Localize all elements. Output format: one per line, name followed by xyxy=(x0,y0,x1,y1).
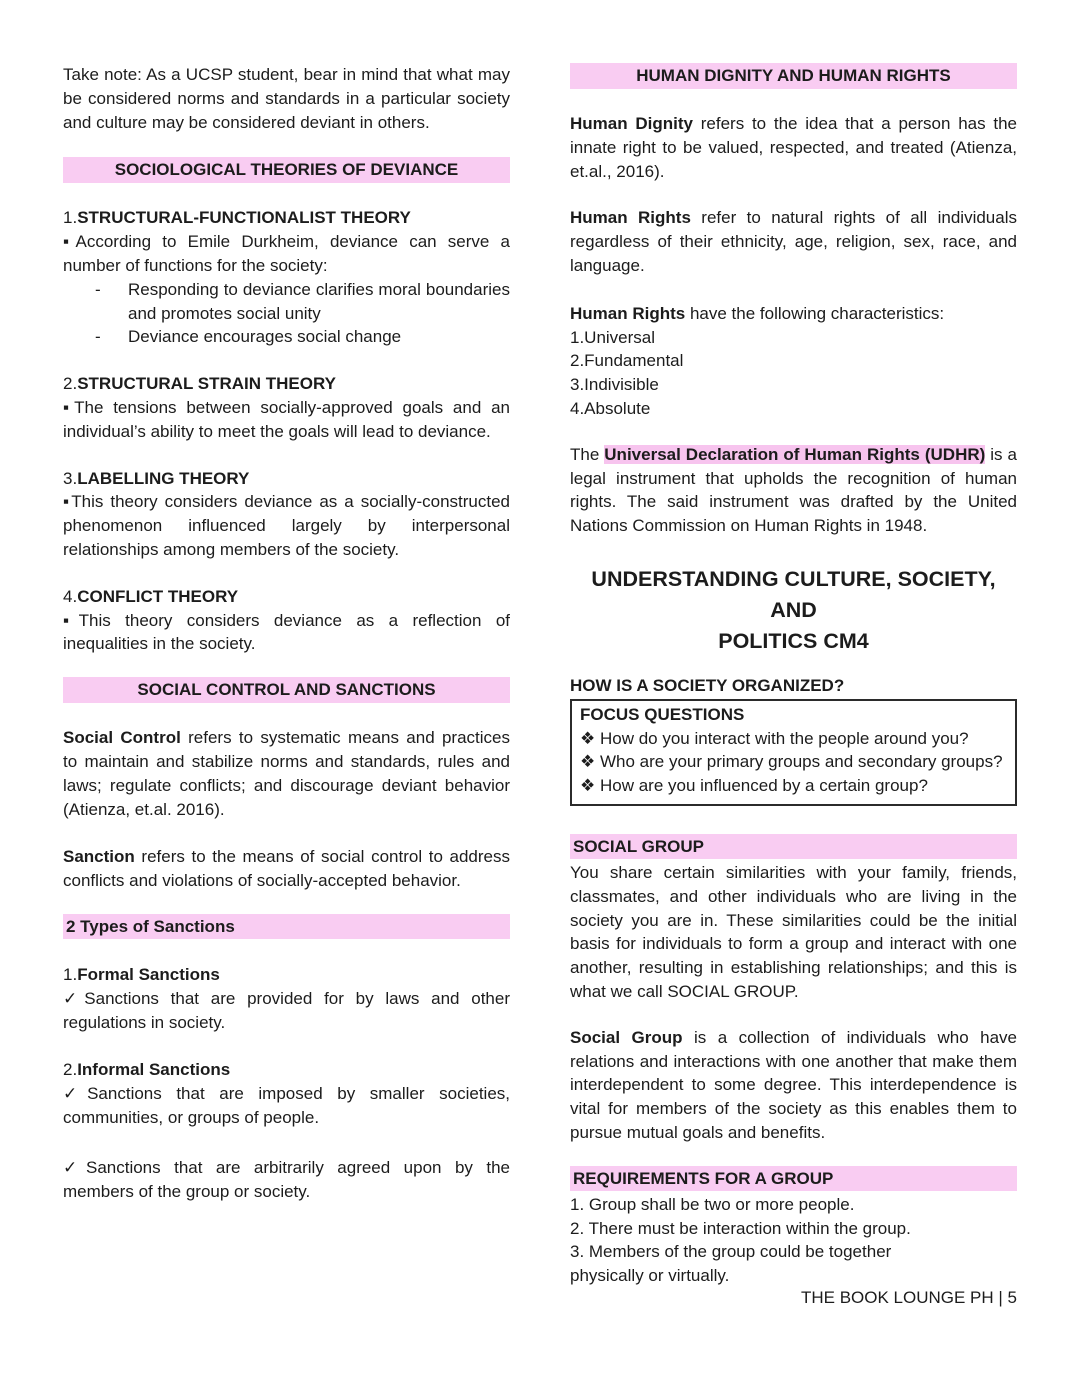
theory-2-body: ▪The tensions between socially-approved goals and an individual’s ability to meet the goals will lead to deviance. xyxy=(63,397,510,441)
focus-question-text: How are you influenced by a certain group? xyxy=(599,776,928,796)
course-title xyxy=(570,564,1017,657)
formal-sanctions-body: ✓Sanctions that are provided for by laws and other regulations in society. xyxy=(63,988,510,1032)
course-title-line: POLITICS CM4 xyxy=(718,628,869,653)
section-header-requirements: REQUIREMENTS FOR A GROUP xyxy=(570,1166,1017,1191)
characteristics-block xyxy=(570,302,1017,421)
theory-4-title: CONFLICT THEORY xyxy=(77,586,239,606)
list-item-text: Responding to deviance clarifies moral boundaries and promotes social unity xyxy=(128,279,510,323)
characteristics-term: Human Rights xyxy=(570,303,686,323)
characteristics-lead xyxy=(570,302,1017,326)
human-rights-text: refer to natural rights of all individuals regardless of their ethnicity, age, religion, sex, race, and language. xyxy=(570,208,1017,275)
intro-paragraph: Take note: As a UCSP student, bear in mind that what may be considered norms and standards in a particular society and culture may be considered deviant in others. xyxy=(63,65,510,132)
social-group-term: Social Group xyxy=(570,1027,683,1047)
theory-3-heading xyxy=(63,467,510,491)
list-item xyxy=(63,325,510,349)
requirement-item: 2. There must be interaction within the group. xyxy=(570,1218,911,1238)
arbitrary-sanctions-paragraph: ✓Sanctions that are arbitrarily agreed upon by the members of the group or society. xyxy=(63,1157,510,1201)
diamond-bullet-icon: ❖ xyxy=(580,752,596,772)
social-control-text: refers to systematic means and practices to maintain and stabilize norms and standards, rules and laws; regulate conflicts; and discourage deviant behavior (Atienza, et.al. 2016). xyxy=(63,728,511,819)
human-dignity-term: Human Dignity xyxy=(570,114,693,133)
theory-3-number: 3. xyxy=(63,468,78,488)
theory-1-title: STRUCTURAL-FUNCTIONALIST THEORY xyxy=(77,208,411,228)
udhr-pre: The xyxy=(570,444,605,464)
informal-sanctions-block xyxy=(63,1058,510,1129)
left-column xyxy=(63,63,510,1203)
informal-sanctions-heading xyxy=(63,1058,510,1082)
theory-3-block xyxy=(63,467,510,562)
human-dignity-paragraph xyxy=(570,112,1017,183)
course-title-line: UNDERSTANDING CULTURE, SOCIETY, AND xyxy=(591,566,996,622)
social-group-text: is a collection of individuals who have relations and interactions with one another that make them interdependent to some degree. This interdependence is vital for members of the society as this enables them to pursue mutual goals and benefits. xyxy=(570,1027,1018,1142)
theory-1-block xyxy=(63,206,510,349)
theory-4-block xyxy=(63,585,510,656)
characteristic-item: 1.Universal xyxy=(570,327,656,347)
diamond-bullet-icon: ❖ xyxy=(580,776,596,796)
page-footer: THE BOOK LOUNGE PH | 5 xyxy=(800,1288,1017,1307)
social-control-paragraph xyxy=(63,726,510,821)
section-header-social-control: SOCIAL CONTROL AND SANCTIONS xyxy=(63,677,510,703)
social-control-term: Social Control xyxy=(63,728,181,748)
theory-2-block xyxy=(63,372,510,443)
theory-4-number: 4. xyxy=(63,586,78,606)
theory-1-heading xyxy=(63,206,510,230)
focus-question xyxy=(580,774,1007,798)
list-item-text: Deviance encourages social change xyxy=(128,327,402,347)
characteristic-item: 3.Indivisible xyxy=(570,375,659,395)
section-header-social-group: SOCIAL GROUP xyxy=(570,834,1017,859)
focus-questions-box xyxy=(570,699,1017,806)
focus-question-text: Who are your primary groups and secondary groups? xyxy=(599,752,1003,772)
sanction-term: Sanction xyxy=(63,847,135,867)
social-group-intro-paragraph: You share certain similarities with your family, friends, classmates, and other individuals who are living in the society you are in. These similarities could be the initial basis for individuals to form a group and interact with one another, resulting in establishing relationships; and this is what we call SOCIAL GROUP. xyxy=(570,862,1017,1001)
formal-sanctions-number: 1. xyxy=(63,964,78,984)
requirement-item: 3. Members of the group could be together physically or virtually. xyxy=(570,1242,892,1286)
theory-2-title: STRUCTURAL STRAIN THEORY xyxy=(77,374,336,394)
list-item xyxy=(63,278,510,326)
theory-4-body: ▪This theory considers deviance as a reflection of inequalities in the society. xyxy=(63,610,510,654)
dash-bullet: - xyxy=(95,279,101,299)
theory-2-number: 2. xyxy=(63,374,78,394)
section-header-types-of-sanctions: 2 Types of Sanctions xyxy=(63,914,510,939)
formal-sanctions-block xyxy=(63,963,510,1034)
theory-1-body: ▪According to Emile Durkheim, deviance can serve a number of functions for the society: xyxy=(63,232,510,275)
udhr-post: is a legal instrument that upholds the recognition of human rights. The said instrument was drafted by the United Nations Commission on Human Rights in 1948. xyxy=(570,444,1017,536)
focus-questions-title: FOCUS QUESTIONS xyxy=(580,704,745,724)
requirements-list xyxy=(570,1193,965,1288)
theory-1-list xyxy=(63,278,510,349)
requirement-item: 1. Group shall be two or more people. xyxy=(570,1194,855,1214)
informal-sanctions-number: 2. xyxy=(63,1060,78,1080)
characteristics-text: have the following characteristics: xyxy=(685,303,945,323)
informal-sanctions-body: ✓Sanctions that are imposed by smaller societies, communities, or groups of people. xyxy=(63,1084,510,1127)
theory-1-number: 1. xyxy=(63,208,78,228)
human-rights-paragraph xyxy=(570,206,1017,277)
characteristic-item: 4.Absolute xyxy=(570,398,651,418)
diamond-bullet-icon: ❖ xyxy=(580,728,596,748)
formal-sanctions-heading xyxy=(63,963,510,987)
characteristic-item: 2.Fundamental xyxy=(570,351,684,371)
formal-sanctions-title: Formal Sanctions xyxy=(77,964,220,984)
society-organized-heading: HOW IS A SOCIETY ORGANIZED? xyxy=(570,675,845,695)
section-header-sociological-theories: SOCIOLOGICAL THEORIES OF DEVIANCE xyxy=(63,157,510,183)
theory-2-heading xyxy=(63,372,510,396)
informal-sanctions-title: Informal Sanctions xyxy=(77,1060,231,1080)
section-header-human-dignity: HUMAN DIGNITY AND HUMAN RIGHTS xyxy=(570,63,1017,89)
dash-bullet: - xyxy=(95,327,101,347)
sanction-paragraph xyxy=(63,845,510,893)
udhr-paragraph xyxy=(570,443,1017,538)
social-group-definition-paragraph xyxy=(570,1026,1017,1145)
right-column xyxy=(570,63,1017,1288)
human-dignity-text: refers to the idea that a person has the innate right to be valued, respected, and treated (Atienza, et.al., 2016). xyxy=(570,114,1017,181)
human-rights-term: Human Rights xyxy=(570,208,691,228)
theory-3-body: ▪This theory considers deviance as a socially-constructed phenomenon influenced largely by interpersonal relationships among members of the society. xyxy=(63,492,510,559)
sanction-text: refers to the means of social control to address conflicts and violations of socially-accepted behavior. xyxy=(63,847,510,891)
udhr-highlighted-term: Universal Declaration of Human Rights (UDHR) xyxy=(604,444,986,464)
focus-question xyxy=(580,750,1007,774)
theory-3-title: LABELLING THEORY xyxy=(77,468,250,488)
focus-question xyxy=(580,727,1007,751)
theory-4-heading xyxy=(63,585,510,609)
focus-question-text: How do you interact with the people around you? xyxy=(599,728,969,748)
